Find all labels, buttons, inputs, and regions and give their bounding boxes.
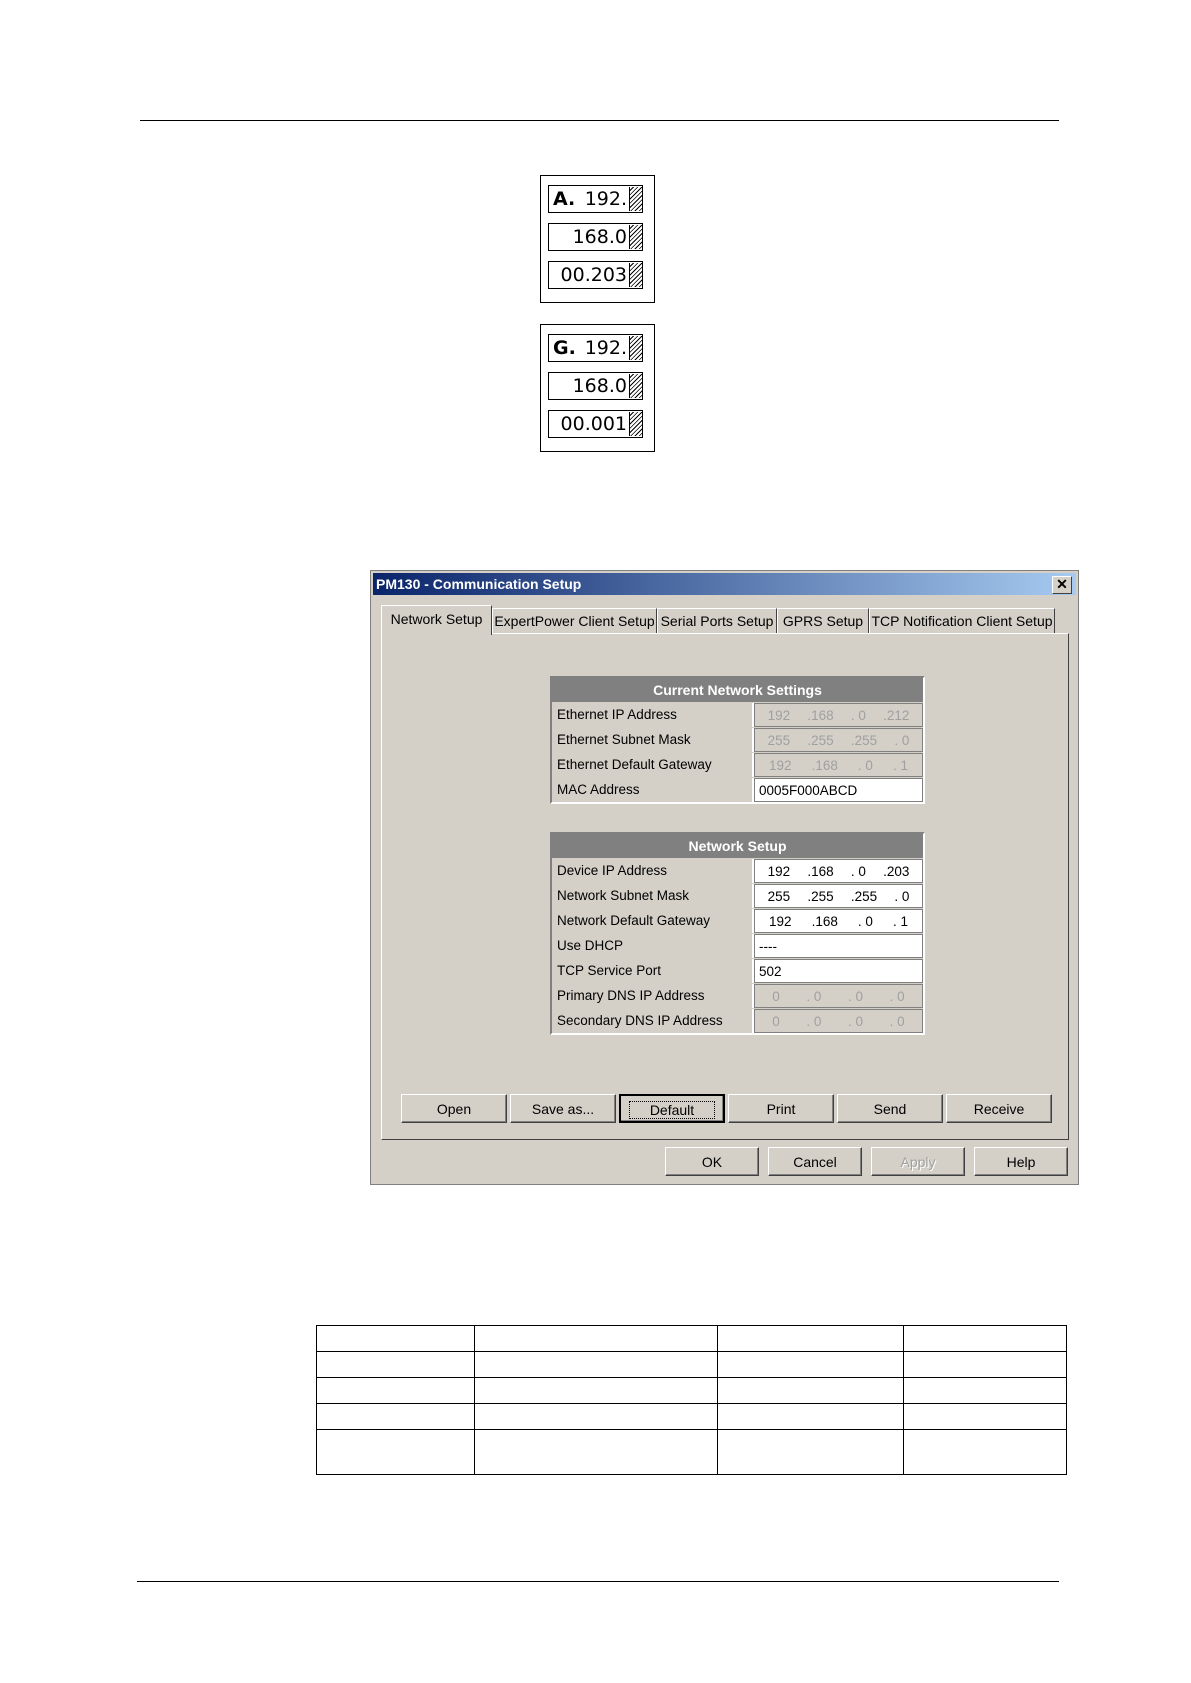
ethernet-subnet-field xyxy=(754,728,923,752)
table-row xyxy=(317,1326,1067,1352)
communication-setup-dialog xyxy=(370,570,1079,1185)
ip-octet: . 0 xyxy=(850,864,866,879)
lcd-display-ip-address xyxy=(540,175,655,303)
tab-expertpower-client-setup[interactable]: ExpertPower Client Setup xyxy=(492,608,657,633)
row-label: Primary DNS IP Address xyxy=(552,984,754,1008)
settings-row xyxy=(552,702,923,727)
ip-octet: .203 xyxy=(883,864,910,879)
row-label: MAC Address xyxy=(552,778,754,802)
ip-octet: . 0 xyxy=(857,914,873,929)
ip-octet: .212 xyxy=(883,708,910,723)
settings-row xyxy=(552,858,923,883)
ip-octet: .168 xyxy=(807,708,834,723)
use-dhcp-select[interactable]: ---- xyxy=(754,934,923,958)
ip-octet: . 1 xyxy=(892,914,908,929)
network-setup-pane xyxy=(381,633,1069,1140)
header-rule xyxy=(140,120,1059,121)
lcd-display-gateway xyxy=(540,324,655,452)
ip-octet: . 0 xyxy=(889,989,905,1004)
table-row xyxy=(317,1430,1067,1475)
settings-row xyxy=(552,933,923,958)
settings-row xyxy=(552,958,923,983)
primary-dns-input xyxy=(754,984,923,1008)
subnet-mask-input[interactable] xyxy=(754,884,923,908)
table-row xyxy=(317,1378,1067,1404)
lcd-row xyxy=(548,410,643,438)
ip-octet: .255 xyxy=(850,889,878,904)
table-row xyxy=(317,1352,1067,1378)
default-gateway-input[interactable] xyxy=(754,909,923,933)
tcp-service-port-input[interactable]: 502 xyxy=(754,959,923,983)
default-button-label: Default xyxy=(629,1101,715,1119)
tab-gprs-setup[interactable]: GPRS Setup xyxy=(777,608,869,633)
row-label: Network Default Gateway xyxy=(552,909,754,933)
open-button[interactable]: Open xyxy=(401,1094,507,1123)
ip-octet: . 0 xyxy=(848,1014,864,1029)
mac-address-field: 0005F000ABCD xyxy=(754,778,923,802)
ip-octet: .255 xyxy=(807,733,834,748)
lcd-value: 00.001 xyxy=(560,413,627,435)
tab-serial-ports-setup[interactable]: Serial Ports Setup xyxy=(657,608,777,633)
ethernet-gateway-field xyxy=(754,753,923,777)
lcd-prefix: G. xyxy=(553,337,576,359)
ip-octet: . 0 xyxy=(848,989,864,1004)
row-label: Ethernet Default Gateway xyxy=(552,753,754,777)
row-label: Network Subnet Mask xyxy=(552,884,754,908)
ip-octet: . 0 xyxy=(850,708,866,723)
ip-octet: .168 xyxy=(807,864,834,879)
lcd-row xyxy=(548,261,643,289)
lcd-bar-icon xyxy=(629,263,642,287)
row-label: Secondary DNS IP Address xyxy=(552,1009,754,1033)
settings-row xyxy=(552,883,923,908)
settings-row xyxy=(552,983,923,1008)
ip-octet: 192 xyxy=(769,758,792,773)
row-label: Device IP Address xyxy=(552,859,754,883)
settings-row xyxy=(552,727,923,752)
settings-row xyxy=(552,752,923,777)
apply-button: Apply xyxy=(871,1147,965,1176)
ip-octet: . 0 xyxy=(889,1014,905,1029)
lcd-row xyxy=(548,185,643,213)
settings-row xyxy=(552,1008,923,1033)
lcd-bar-icon xyxy=(629,336,642,360)
group-heading: Current Network Settings xyxy=(552,678,923,702)
ip-octet: .255 xyxy=(850,733,878,748)
settings-row xyxy=(552,777,923,802)
settings-row xyxy=(552,908,923,933)
cancel-button[interactable]: Cancel xyxy=(768,1147,862,1176)
ip-octet: 0 xyxy=(772,989,780,1004)
ip-octet: 192 xyxy=(767,864,791,879)
ip-octet: . 1 xyxy=(892,758,908,773)
lcd-bar-icon xyxy=(629,225,642,249)
lcd-prefix: A. xyxy=(553,188,576,210)
save-as-button[interactable]: Save as... xyxy=(510,1094,616,1123)
ip-octet: 192 xyxy=(767,708,791,723)
lcd-value: 192. xyxy=(584,188,627,210)
ip-octet: .168 xyxy=(811,914,838,929)
ip-octet: .168 xyxy=(811,758,838,773)
secondary-dns-input xyxy=(754,1009,923,1033)
close-icon[interactable]: ✕ xyxy=(1052,576,1072,594)
current-network-settings-group xyxy=(550,676,925,804)
footer-rule xyxy=(137,1581,1059,1582)
default-button[interactable] xyxy=(619,1094,725,1123)
ethernet-ip-field xyxy=(754,703,923,727)
ip-octet: . 0 xyxy=(857,758,873,773)
tab-network-setup[interactable]: Network Setup xyxy=(381,605,492,635)
lcd-bar-icon xyxy=(629,374,642,398)
lcd-row xyxy=(548,223,643,251)
dialog-title: PM130 - Communication Setup xyxy=(376,576,582,592)
tab-tcp-notification-client-setup[interactable]: TCP Notification Client Setup xyxy=(869,608,1055,633)
lcd-bar-icon xyxy=(629,412,642,436)
ip-octet: . 0 xyxy=(894,889,910,904)
receive-button[interactable]: Receive xyxy=(946,1094,1052,1123)
row-label: Use DHCP xyxy=(552,934,754,958)
lcd-bar-icon xyxy=(629,187,642,211)
ip-octet: . 0 xyxy=(806,1014,822,1029)
ip-octet: . 0 xyxy=(894,733,910,748)
lcd-value: 168.0 xyxy=(572,375,627,397)
empty-table xyxy=(316,1325,1067,1475)
ip-octet: . 0 xyxy=(806,989,822,1004)
ip-octet: .255 xyxy=(807,889,834,904)
ip-octet: 255 xyxy=(767,889,791,904)
lcd-value: 00.203 xyxy=(560,264,627,286)
device-ip-input[interactable] xyxy=(754,859,923,883)
print-button[interactable]: Print xyxy=(728,1094,834,1123)
ip-octet: 0 xyxy=(772,1014,780,1029)
row-label: Ethernet Subnet Mask xyxy=(552,728,754,752)
help-button[interactable]: Help xyxy=(974,1147,1068,1176)
row-label: Ethernet IP Address xyxy=(552,703,754,727)
send-button[interactable]: Send xyxy=(837,1094,943,1123)
row-label: TCP Service Port xyxy=(552,959,754,983)
lcd-value: 168.0 xyxy=(572,226,627,248)
lcd-value: 192. xyxy=(584,337,627,359)
network-setup-group xyxy=(550,832,925,1035)
lcd-row xyxy=(548,372,643,400)
group-heading: Network Setup xyxy=(552,834,923,858)
lcd-row xyxy=(548,334,643,362)
table-row xyxy=(317,1404,1067,1430)
ip-octet: 255 xyxy=(767,733,791,748)
dialog-titlebar[interactable] xyxy=(373,573,1076,595)
ip-octet: 192 xyxy=(769,914,792,929)
ok-button[interactable]: OK xyxy=(665,1147,759,1176)
